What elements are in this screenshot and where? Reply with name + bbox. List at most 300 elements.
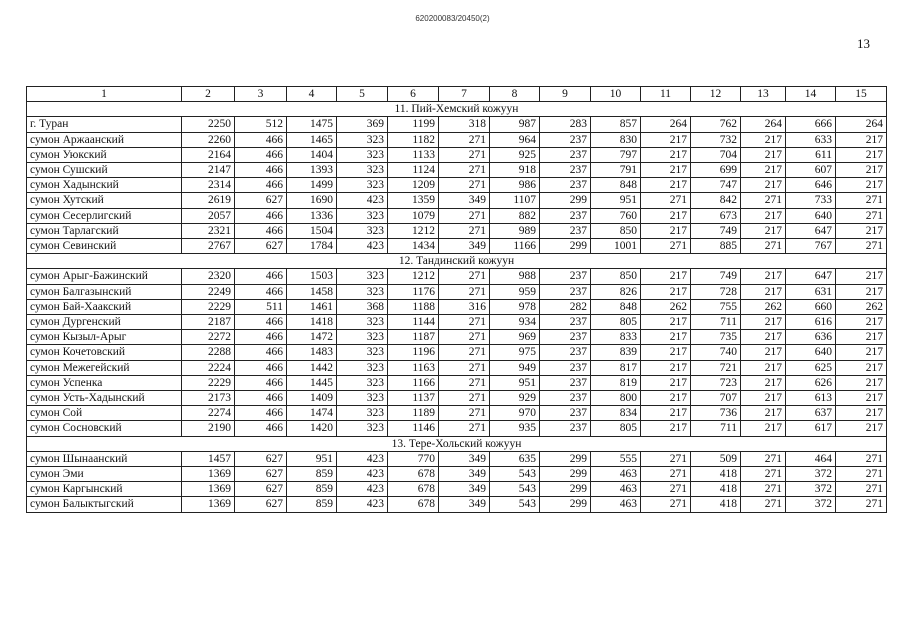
value-cell: 735 — [691, 330, 741, 345]
value-cell: 372 — [786, 497, 836, 512]
value-cell: 271 — [836, 208, 887, 223]
value-cell: 217 — [741, 421, 786, 436]
value-cell: 2767 — [182, 239, 235, 254]
value-cell: 271 — [439, 315, 490, 330]
value-cell: 951 — [287, 451, 337, 466]
value-cell: 271 — [439, 132, 490, 147]
page-number: 13 — [857, 36, 870, 51]
value-cell: 1690 — [287, 193, 337, 208]
value-cell: 1182 — [388, 132, 439, 147]
section-header-row — [27, 254, 887, 269]
value-cell: 271 — [439, 421, 490, 436]
value-cell: 1458 — [287, 284, 337, 299]
value-cell: 271 — [641, 451, 691, 466]
value-cell: 834 — [591, 406, 641, 421]
value-cell: 1393 — [287, 163, 337, 178]
value-cell: 1483 — [287, 345, 337, 360]
value-cell: 323 — [337, 178, 388, 193]
value-cell: 2173 — [182, 391, 235, 406]
value-cell: 660 — [786, 299, 836, 314]
value-cell: 466 — [235, 345, 287, 360]
value-cell: 323 — [337, 391, 388, 406]
value-cell: 323 — [337, 330, 388, 345]
column-header: 13 — [741, 87, 786, 102]
value-cell: 271 — [741, 497, 786, 512]
value-cell: 640 — [786, 345, 836, 360]
column-header: 8 — [490, 87, 540, 102]
row-name-cell: сумон Тарлагский — [27, 223, 182, 238]
table-row — [27, 315, 887, 330]
table-row — [27, 117, 887, 132]
value-cell: 1359 — [388, 193, 439, 208]
value-cell: 217 — [641, 147, 691, 162]
value-cell: 826 — [591, 284, 641, 299]
value-cell: 237 — [540, 132, 591, 147]
value-cell: 323 — [337, 163, 388, 178]
value-cell: 1457 — [182, 451, 235, 466]
value-cell: 369 — [337, 117, 388, 132]
value-cell: 217 — [641, 208, 691, 223]
value-cell: 271 — [439, 375, 490, 390]
value-cell: 1369 — [182, 497, 235, 512]
value-cell: 986 — [490, 178, 540, 193]
value-cell: 791 — [591, 163, 641, 178]
value-cell: 299 — [540, 239, 591, 254]
value-cell: 1146 — [388, 421, 439, 436]
value-cell: 1189 — [388, 406, 439, 421]
value-cell: 271 — [641, 239, 691, 254]
value-cell: 637 — [786, 406, 836, 421]
value-cell: 271 — [439, 391, 490, 406]
row-name-cell: сумон Бай-Хаакский — [27, 299, 182, 314]
value-cell: 271 — [439, 284, 490, 299]
row-name-cell: сумон Эми — [27, 467, 182, 482]
value-cell: 217 — [836, 391, 887, 406]
value-cell: 217 — [741, 391, 786, 406]
value-cell: 237 — [540, 421, 591, 436]
value-cell: 859 — [287, 482, 337, 497]
value-cell: 625 — [786, 360, 836, 375]
value-cell: 736 — [691, 406, 741, 421]
value-cell: 237 — [540, 360, 591, 375]
value-cell: 271 — [836, 467, 887, 482]
value-cell: 423 — [337, 482, 388, 497]
value-cell: 466 — [235, 315, 287, 330]
value-cell: 217 — [641, 391, 691, 406]
value-cell: 271 — [439, 360, 490, 375]
value-cell: 951 — [490, 375, 540, 390]
value-cell: 678 — [388, 497, 439, 512]
value-cell: 543 — [490, 467, 540, 482]
value-cell: 423 — [337, 467, 388, 482]
value-cell: 1166 — [388, 375, 439, 390]
value-cell: 423 — [337, 193, 388, 208]
table-row — [27, 345, 887, 360]
value-cell: 349 — [439, 467, 490, 482]
value-cell: 323 — [337, 208, 388, 223]
value-cell: 463 — [591, 482, 641, 497]
value-cell: 988 — [490, 269, 540, 284]
value-cell: 850 — [591, 269, 641, 284]
value-cell: 463 — [591, 497, 641, 512]
table-row — [27, 406, 887, 421]
value-cell: 859 — [287, 497, 337, 512]
value-cell: 262 — [741, 299, 786, 314]
row-name-cell: сумон Сосновский — [27, 421, 182, 436]
value-cell: 740 — [691, 345, 741, 360]
value-cell: 1079 — [388, 208, 439, 223]
value-cell: 2272 — [182, 330, 235, 345]
value-cell: 555 — [591, 451, 641, 466]
value-cell: 797 — [591, 147, 641, 162]
value-cell: 237 — [540, 147, 591, 162]
value-cell: 217 — [641, 132, 691, 147]
value-cell: 647 — [786, 269, 836, 284]
value-cell: 699 — [691, 163, 741, 178]
value-cell: 271 — [439, 163, 490, 178]
value-cell: 418 — [691, 497, 741, 512]
data-table — [26, 86, 887, 513]
value-cell: 217 — [741, 315, 786, 330]
value-cell: 2314 — [182, 178, 235, 193]
value-cell: 2164 — [182, 147, 235, 162]
value-cell: 885 — [691, 239, 741, 254]
value-cell: 323 — [337, 269, 388, 284]
value-cell: 349 — [439, 497, 490, 512]
value-cell: 418 — [691, 467, 741, 482]
value-cell: 1503 — [287, 269, 337, 284]
value-cell: 271 — [439, 223, 490, 238]
value-cell: 237 — [540, 406, 591, 421]
section-header-row — [27, 436, 887, 451]
value-cell: 733 — [786, 193, 836, 208]
value-cell: 1504 — [287, 223, 337, 238]
value-cell: 217 — [836, 178, 887, 193]
document-id-stamp: 620200083/20450(2) — [415, 14, 490, 23]
value-cell: 217 — [741, 163, 786, 178]
value-cell: 607 — [786, 163, 836, 178]
column-header: 2 — [182, 87, 235, 102]
value-cell: 237 — [540, 345, 591, 360]
value-cell: 2288 — [182, 345, 235, 360]
value-cell: 466 — [235, 406, 287, 421]
value-cell: 217 — [641, 360, 691, 375]
value-cell: 217 — [741, 330, 786, 345]
value-cell: 217 — [741, 375, 786, 390]
column-header: 4 — [287, 87, 337, 102]
value-cell: 2249 — [182, 284, 235, 299]
value-cell: 349 — [439, 239, 490, 254]
value-cell: 271 — [439, 178, 490, 193]
value-cell: 237 — [540, 330, 591, 345]
value-cell: 271 — [836, 451, 887, 466]
value-cell: 848 — [591, 299, 641, 314]
value-cell: 271 — [641, 467, 691, 482]
value-cell: 511 — [235, 299, 287, 314]
value-cell: 2619 — [182, 193, 235, 208]
value-cell: 323 — [337, 147, 388, 162]
row-name-cell: сумон Шынаанский — [27, 451, 182, 466]
value-cell: 830 — [591, 132, 641, 147]
row-name-cell: сумон Усть-Хадынский — [27, 391, 182, 406]
value-cell: 633 — [786, 132, 836, 147]
value-cell: 2190 — [182, 421, 235, 436]
value-cell: 704 — [691, 147, 741, 162]
table-row — [27, 391, 887, 406]
value-cell: 969 — [490, 330, 540, 345]
value-cell: 237 — [540, 163, 591, 178]
value-cell: 217 — [741, 345, 786, 360]
value-cell: 925 — [490, 147, 540, 162]
table-row — [27, 223, 887, 238]
value-cell: 217 — [641, 284, 691, 299]
value-cell: 323 — [337, 406, 388, 421]
value-cell: 264 — [741, 117, 786, 132]
value-cell: 1369 — [182, 467, 235, 482]
row-name-cell: сумон Дургенский — [27, 315, 182, 330]
value-cell: 1472 — [287, 330, 337, 345]
value-cell: 237 — [540, 223, 591, 238]
value-cell: 217 — [836, 360, 887, 375]
value-cell: 666 — [786, 117, 836, 132]
value-cell: 749 — [691, 269, 741, 284]
value-cell: 217 — [836, 269, 887, 284]
row-name-cell: сумон Сой — [27, 406, 182, 421]
value-cell: 217 — [641, 330, 691, 345]
table-row — [27, 208, 887, 223]
value-cell: 264 — [641, 117, 691, 132]
value-cell: 271 — [741, 482, 786, 497]
table-row — [27, 239, 887, 254]
value-cell: 282 — [540, 299, 591, 314]
table-row — [27, 497, 887, 512]
row-name-cell: сумон Межегейский — [27, 360, 182, 375]
value-cell: 271 — [641, 482, 691, 497]
value-cell: 323 — [337, 223, 388, 238]
value-cell: 2224 — [182, 360, 235, 375]
value-cell: 217 — [836, 315, 887, 330]
value-cell: 509 — [691, 451, 741, 466]
value-cell: 323 — [337, 315, 388, 330]
value-cell: 800 — [591, 391, 641, 406]
value-cell: 805 — [591, 315, 641, 330]
value-cell: 271 — [741, 451, 786, 466]
value-cell: 217 — [641, 375, 691, 390]
value-cell: 237 — [540, 208, 591, 223]
value-cell: 466 — [235, 421, 287, 436]
table-row — [27, 193, 887, 208]
value-cell: 217 — [836, 284, 887, 299]
value-cell: 323 — [337, 345, 388, 360]
value-cell: 466 — [235, 330, 287, 345]
column-header: 3 — [235, 87, 287, 102]
value-cell: 237 — [540, 269, 591, 284]
value-cell: 217 — [741, 223, 786, 238]
value-cell: 466 — [235, 284, 287, 299]
value-cell: 1124 — [388, 163, 439, 178]
row-name-cell: сумон Сушский — [27, 163, 182, 178]
value-cell: 271 — [836, 497, 887, 512]
value-cell: 857 — [591, 117, 641, 132]
value-cell: 217 — [641, 345, 691, 360]
value-cell: 817 — [591, 360, 641, 375]
value-cell: 237 — [540, 315, 591, 330]
value-cell: 918 — [490, 163, 540, 178]
value-cell: 217 — [741, 284, 786, 299]
value-cell: 721 — [691, 360, 741, 375]
value-cell: 646 — [786, 178, 836, 193]
row-name-cell: сумон Балыктыгский — [27, 497, 182, 512]
value-cell: 723 — [691, 375, 741, 390]
value-cell: 1176 — [388, 284, 439, 299]
value-cell: 237 — [540, 375, 591, 390]
value-cell: 978 — [490, 299, 540, 314]
value-cell: 466 — [235, 269, 287, 284]
column-header: 12 — [691, 87, 741, 102]
value-cell: 464 — [786, 451, 836, 466]
value-cell: 770 — [388, 451, 439, 466]
value-cell: 271 — [439, 330, 490, 345]
table-row — [27, 178, 887, 193]
value-cell: 842 — [691, 193, 741, 208]
value-cell: 647 — [786, 223, 836, 238]
value-cell: 1133 — [388, 147, 439, 162]
value-cell: 271 — [741, 193, 786, 208]
value-cell: 423 — [337, 239, 388, 254]
section-header-row — [27, 102, 887, 117]
value-cell: 299 — [540, 482, 591, 497]
value-cell: 1461 — [287, 299, 337, 314]
value-cell: 711 — [691, 421, 741, 436]
row-name-cell: сумон Арыг-Бажинский — [27, 269, 182, 284]
value-cell: 2274 — [182, 406, 235, 421]
value-cell: 934 — [490, 315, 540, 330]
value-cell: 959 — [490, 284, 540, 299]
value-cell: 271 — [641, 193, 691, 208]
value-cell: 673 — [691, 208, 741, 223]
value-cell: 299 — [540, 451, 591, 466]
value-cell: 372 — [786, 467, 836, 482]
value-cell: 678 — [388, 467, 439, 482]
value-cell: 466 — [235, 132, 287, 147]
value-cell: 237 — [540, 391, 591, 406]
value-cell: 423 — [337, 451, 388, 466]
row-name-cell: сумон Успенка — [27, 375, 182, 390]
value-cell: 271 — [836, 482, 887, 497]
value-cell: 2321 — [182, 223, 235, 238]
column-header: 11 — [641, 87, 691, 102]
value-cell: 217 — [836, 147, 887, 162]
value-cell: 1212 — [388, 223, 439, 238]
value-cell: 949 — [490, 360, 540, 375]
value-cell: 349 — [439, 193, 490, 208]
value-cell: 882 — [490, 208, 540, 223]
row-name-cell: г. Туран — [27, 117, 182, 132]
value-cell: 1420 — [287, 421, 337, 436]
value-cell: 1166 — [490, 239, 540, 254]
value-cell: 466 — [235, 208, 287, 223]
value-cell: 627 — [235, 482, 287, 497]
value-cell: 271 — [439, 406, 490, 421]
table-row — [27, 299, 887, 314]
value-cell: 217 — [741, 132, 786, 147]
value-cell: 217 — [836, 421, 887, 436]
row-name-cell: сумон Аржаанский — [27, 132, 182, 147]
value-cell: 1465 — [287, 132, 337, 147]
value-cell: 711 — [691, 315, 741, 330]
section-title: 13. Тере-Хольский кожуун — [27, 436, 887, 451]
value-cell: 1187 — [388, 330, 439, 345]
value-cell: 819 — [591, 375, 641, 390]
value-cell: 2250 — [182, 117, 235, 132]
value-cell: 271 — [439, 147, 490, 162]
value-cell: 217 — [836, 163, 887, 178]
table-row — [27, 375, 887, 390]
value-cell: 217 — [741, 178, 786, 193]
value-cell: 1442 — [287, 360, 337, 375]
value-cell: 463 — [591, 467, 641, 482]
value-cell: 271 — [836, 239, 887, 254]
value-cell: 732 — [691, 132, 741, 147]
value-cell: 635 — [490, 451, 540, 466]
value-cell: 418 — [691, 482, 741, 497]
value-cell: 2147 — [182, 163, 235, 178]
column-header: 1 — [27, 87, 182, 102]
value-cell: 2229 — [182, 375, 235, 390]
column-header: 14 — [786, 87, 836, 102]
value-cell: 271 — [836, 193, 887, 208]
value-cell: 217 — [836, 223, 887, 238]
row-name-cell: сумон Хадынский — [27, 178, 182, 193]
row-name-cell: сумон Кызыл-Арыг — [27, 330, 182, 345]
value-cell: 964 — [490, 132, 540, 147]
row-name-cell: сумон Балгазынский — [27, 284, 182, 299]
column-header: 6 — [388, 87, 439, 102]
value-cell: 237 — [540, 284, 591, 299]
value-cell: 1499 — [287, 178, 337, 193]
value-cell: 271 — [439, 345, 490, 360]
value-cell: 613 — [786, 391, 836, 406]
value-cell: 512 — [235, 117, 287, 132]
value-cell: 627 — [235, 467, 287, 482]
value-cell: 767 — [786, 239, 836, 254]
value-cell: 466 — [235, 391, 287, 406]
value-cell: 859 — [287, 467, 337, 482]
value-cell: 1188 — [388, 299, 439, 314]
row-name-cell: сумон Сесерлигский — [27, 208, 182, 223]
value-cell: 805 — [591, 421, 641, 436]
value-cell: 2057 — [182, 208, 235, 223]
value-cell: 217 — [836, 330, 887, 345]
section-title: 11. Пий-Хемский кожуун — [27, 102, 887, 117]
value-cell: 323 — [337, 284, 388, 299]
value-cell: 217 — [641, 406, 691, 421]
value-cell: 299 — [540, 193, 591, 208]
value-cell: 1784 — [287, 239, 337, 254]
value-cell: 217 — [641, 315, 691, 330]
value-cell: 283 — [540, 117, 591, 132]
value-cell: 271 — [439, 208, 490, 223]
value-cell: 2229 — [182, 299, 235, 314]
value-cell: 368 — [337, 299, 388, 314]
value-cell: 1445 — [287, 375, 337, 390]
value-cell: 349 — [439, 451, 490, 466]
value-cell: 848 — [591, 178, 641, 193]
value-cell: 1409 — [287, 391, 337, 406]
value-cell: 299 — [540, 497, 591, 512]
value-cell: 2187 — [182, 315, 235, 330]
value-cell: 951 — [591, 193, 641, 208]
